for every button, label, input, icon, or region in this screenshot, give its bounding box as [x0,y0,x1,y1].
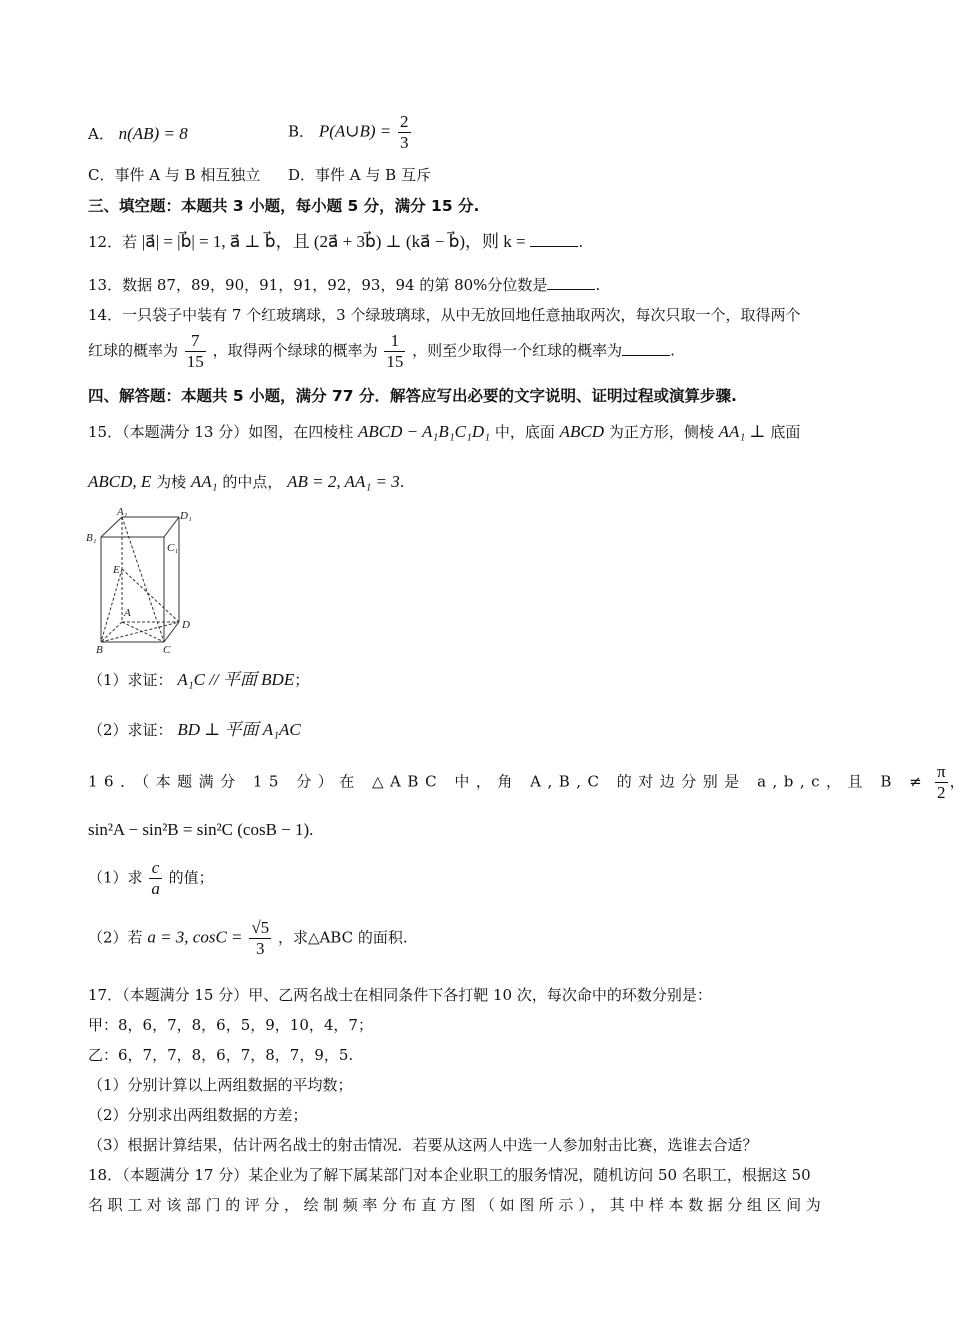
fraction-numerator: 1 [384,331,405,352]
q14-part-c: ，则至少取得一个红球的概率为 [412,341,623,360]
q14-suffix: . [670,341,675,360]
q17-line3: 乙：6，7，7，8，6，7，8，7，9，5. [88,1046,354,1064]
q15-line2-expr: ABCD, E [88,472,152,491]
q15-line2-end: . [399,473,405,491]
q13-suffix: . [595,276,601,294]
q16-part2-label: （2）若 [88,928,143,947]
q12-suffix: . [578,233,584,251]
q15-base-name: ABCD [559,422,605,441]
q11-option-b-fraction [398,112,411,153]
q15-part1 [88,670,309,690]
q14-fraction-2 [384,331,405,372]
q15-line1-b: 中，底面 [494,423,555,441]
q15-part2-expr: BD ⊥ 平面 A₁AC [177,720,301,739]
q15-part2 [88,720,301,740]
q15-line1-c: 为正方形，侧棱 [608,423,714,441]
diag-a1-c [122,517,164,642]
q15-part1-label: （1）求证： [88,671,173,689]
q18-line1: 18．（本题满分 17 分）某企业为了解下属某部门对本企业职工的服务情况，随机访问 50 名职工，根据这 50 [88,1166,811,1184]
diag-b-d [101,622,179,642]
q15-line1-d: 底面 [770,423,801,441]
q11-option-a [88,124,188,144]
q16-line2: sin²A − sin²B = sin²C (cosB − 1). [88,820,314,839]
q16-part1-suffix: 的值； [168,868,214,887]
fraction-denominator: 15 [186,352,204,371]
section4-heading: 四、解答题：本题共 5 小题，满分 77 分．解答应写出必要的文字说明、证明过程或演算步骤. [88,387,737,405]
q16-line1-end: ， [949,772,965,791]
section3-heading: 三、填空题：本题共 3 小题，每小题 5 分，满分 15 分. [88,197,480,215]
q16-fraction-c-over-a [149,858,162,899]
q11-option-b [288,112,413,153]
q16-line1-text: 16．（本题满分 15 分）在 △ABC 中，角 A,B,C 的对边分别是 a,b,c，且 B ≠ [88,772,929,791]
fraction-numerator: π [936,762,946,781]
q15-line2 [88,472,405,492]
q14-answer-blank[interactable] [622,341,670,356]
q15-part2-label: （2）求证： [88,721,173,739]
label-c: C [163,644,171,656]
label-e: E [113,564,120,576]
q16-fraction-sqrt5-over-3 [249,918,271,959]
q12-expression: |a⃗| = |b⃗| = 1, a⃗ ⊥ b⃗，且 (2a⃗ + 3b⃗) ⊥ (ka⃗ − b⃗)，则 k = [141,232,526,251]
fraction-denominator: 3 [255,939,265,958]
q15-line1-a: 15．（本题满分 13 分）如图，在四棱柱 [88,423,354,441]
label-a: A [124,607,131,619]
q15-line2-b: 的中点， [222,473,283,491]
q14-part-b: ，取得两个绿球的概率为 [212,341,378,360]
fraction-numerator: c [149,858,162,879]
label-a1: A₁ [117,506,128,518]
q15-line2-a: 为棱 [156,473,187,491]
q16-part2-suffix: ，求△ABC 的面积. [277,928,408,947]
q11-option-a-label: A． [88,125,114,143]
fraction-denominator: 3 [400,133,409,152]
q16-part1 [88,858,214,899]
q14-line2 [88,331,675,372]
q11-option-b-expr: P(A∪B) = [318,121,392,141]
prism-figure [82,505,212,655]
q12-answer-blank[interactable] [530,232,578,247]
q16-part2-expr: a = 3, cosC = [147,927,243,947]
edge-a1-b1 [101,517,122,537]
q15-line1 [88,422,800,442]
q15-edge-perp: AA₁ ⊥ [718,422,766,441]
q11-option-d: D．事件 A 与 B 互斥 [288,166,431,184]
q15-prism-name: ABCD − A₁B₁C₁D₁ [358,422,491,441]
q17-part1: （1）分别计算以上两组数据的平均数； [88,1076,353,1094]
q14-fraction-1 [185,331,206,372]
label-b1: B₁ [86,532,97,544]
fraction-denominator: a [151,879,160,898]
edge-c1-d1 [164,517,179,537]
fraction-numerator: 2 [400,112,409,131]
q14-line1: 14．一只袋子中装有 7 个红玻璃球，3 个绿玻璃球，从中无放回地任意抽取两次，每次只取一个，取得两个 [88,306,801,324]
diag-a-c [122,622,164,642]
q14-part-a: 红球的概率为 [88,341,179,360]
q15-line2-edge: AA₁ [190,472,218,491]
fraction-denominator: 15 [386,352,404,371]
q17-part3: （3）根据计算结果，估计两名战士的射击情况．若要从这两人中选一人参加射击比赛，选谁去合适？ [88,1136,758,1154]
q15-part1-expr: A₁C // 平面 BDE [177,670,295,689]
q11-option-b-label: B． [288,122,315,141]
segment-e-b [101,569,122,642]
q16-part2 [88,918,408,959]
q16-part1-label: （1）求 [88,868,143,887]
q12 [88,232,583,252]
label-c1: C₁ [167,542,179,554]
q15-part1-suffix: ； [294,671,310,689]
fraction-numerator: 7 [185,331,206,352]
q11-option-a-expr: n(AB) = 8 [118,124,188,143]
q17-line2: 甲：8，6，7，8，6，5，9，10，4，7； [88,1016,373,1034]
fraction-denominator: 2 [937,783,946,802]
q16-fraction-pi-half [935,762,948,803]
q17-line1: 17．（本题满分 15 分）甲、乙两名战士在相同条件下各打靶 10 次，每次命中的环数分别是： [88,986,712,1004]
label-b: B [96,644,103,656]
q16-line1 [88,762,965,803]
q13-answer-blank[interactable] [547,275,595,290]
q11-option-c: C．事件 A 与 B 相互独立 [88,166,261,184]
fraction-numerator: √5 [251,918,270,937]
label-d1: D₁ [180,510,192,522]
q13-text: 13．数据 87，89，90，91，91，92，93，94 的第 80%分位数是 [88,276,548,294]
q17-part2: （2）分别求出两组数据的方差； [88,1106,308,1124]
q13 [88,275,600,295]
q15-line2-lengths: AB = 2, AA₁ = 3 [287,472,400,491]
q18-line2: 名职工对该部门的评分，绘制频率分布直方图（如图所示），其中样本数据分组区间为 [88,1196,826,1214]
q12-prefix: 12．若 [88,233,138,251]
label-d: D [182,619,190,631]
